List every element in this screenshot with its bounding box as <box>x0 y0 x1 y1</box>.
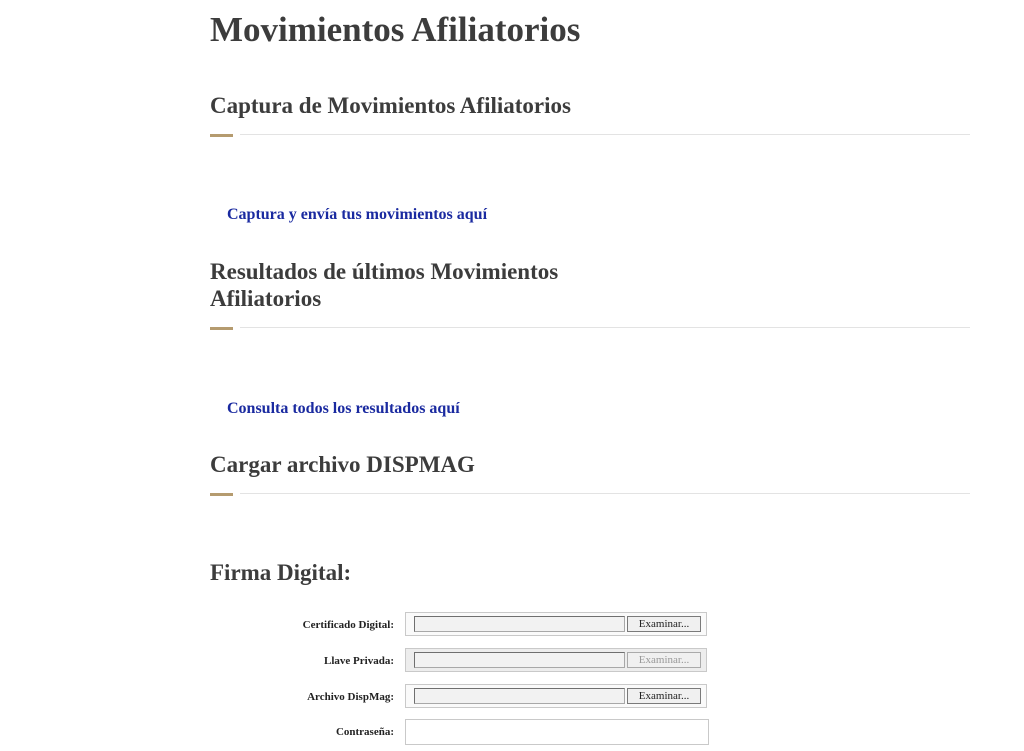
llave-file-input <box>405 648 707 672</box>
certificado-file-input <box>405 612 707 636</box>
password-row <box>210 719 710 747</box>
section-accent <box>210 134 233 137</box>
certificado-browse-button[interactable]: Examinar... <box>627 616 701 632</box>
certificado-label: Certificado Digital: <box>302 619 394 631</box>
dispmag-file-path[interactable] <box>414 688 625 704</box>
firma-digital-title: Firma Digital: <box>210 560 352 585</box>
dispmag-label: Archivo DispMag: <box>307 691 394 703</box>
captura-link[interactable]: Captura y envía tus movimientos aquí <box>227 206 488 223</box>
section-divider <box>240 134 970 135</box>
resultados-title-line1: Resultados de últimos Movimientos <box>210 259 559 284</box>
dispmag-file-input <box>405 684 707 708</box>
resultados-title-line2: Afiliatorios <box>210 286 322 311</box>
dispmag-row <box>210 684 710 712</box>
llave-label: Llave Privada: <box>324 655 394 667</box>
section-accent <box>210 493 233 496</box>
section-divider <box>240 327 970 328</box>
dispmag-browse-button[interactable]: Examinar... <box>627 688 701 704</box>
certificado-row <box>210 612 710 640</box>
password-label: Contraseña: <box>335 726 394 738</box>
llave-file-path[interactable] <box>414 652 625 668</box>
resultados-link[interactable]: Consulta todos los resultados aquí <box>227 400 460 417</box>
section-accent <box>210 327 233 330</box>
captura-section-title: Captura de Movimientos Afiliatorios <box>210 93 571 118</box>
resultados-section-title <box>210 258 558 312</box>
section-divider <box>240 493 970 494</box>
dispmag-section-title: Cargar archivo DISPMAG <box>210 452 475 477</box>
certificado-file-path[interactable] <box>414 616 625 632</box>
password-input[interactable] <box>405 719 709 745</box>
llave-browse-button[interactable]: Examinar... <box>627 652 701 668</box>
llave-row <box>210 648 710 676</box>
page-title: Movimientos Afiliatorios <box>210 10 581 49</box>
